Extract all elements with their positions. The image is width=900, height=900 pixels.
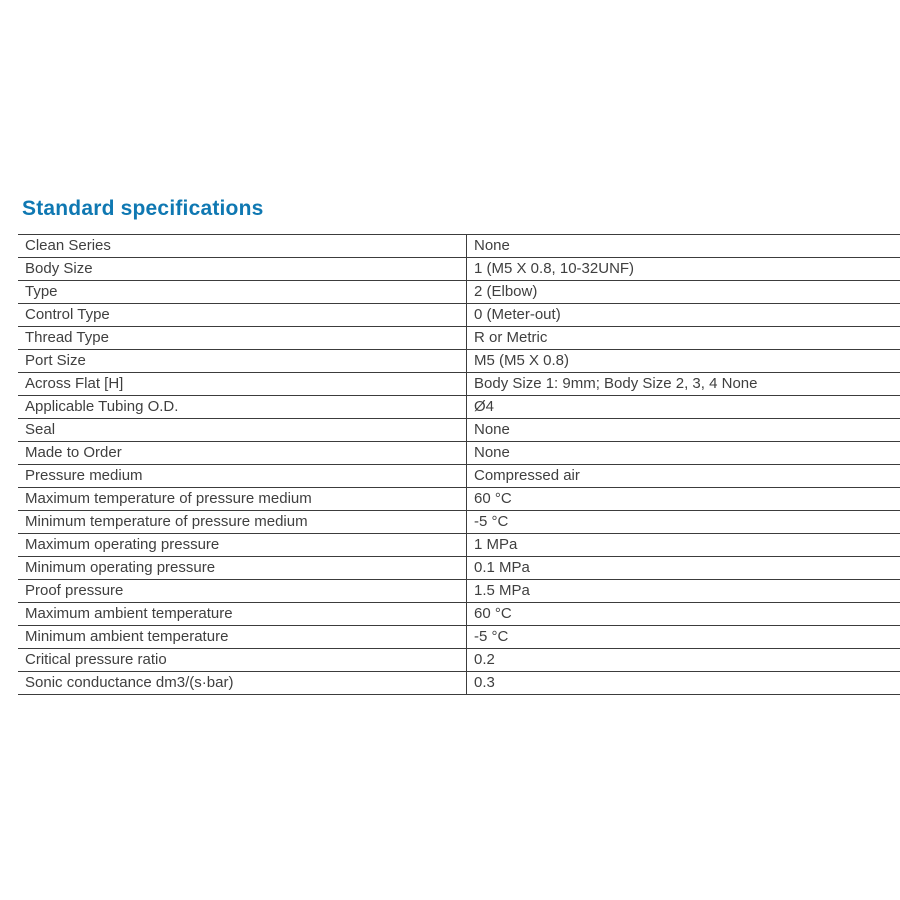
spec-value-cell: -5 °C (467, 626, 900, 649)
spec-name-cell: Maximum operating pressure (18, 534, 467, 557)
table-row (18, 488, 900, 511)
spec-name-cell: Port Size (18, 350, 467, 373)
spec-value-cell: 60 °C (467, 488, 900, 511)
spec-value-cell: 1 MPa (467, 534, 900, 557)
spec-value-cell: None (467, 442, 900, 465)
spec-name-cell: Made to Order (18, 442, 467, 465)
spec-name-cell: Maximum temperature of pressure medium (18, 488, 467, 511)
spec-name-cell: Proof pressure (18, 580, 467, 603)
table-row (18, 304, 900, 327)
spec-value-cell: 0.1 MPa (467, 557, 900, 580)
spec-name-cell: Across Flat [H] (18, 373, 467, 396)
spec-name-cell: Thread Type (18, 327, 467, 350)
spec-name-cell: Applicable Tubing O.D. (18, 396, 467, 419)
spec-value-cell: None (467, 235, 900, 258)
spec-value-cell: None (467, 419, 900, 442)
spec-value-cell: M5 (M5 X 0.8) (467, 350, 900, 373)
table-row (18, 373, 900, 396)
spec-name-cell: Critical pressure ratio (18, 649, 467, 672)
table-row (18, 396, 900, 419)
spec-name-cell: Seal (18, 419, 467, 442)
table-row (18, 626, 900, 649)
table-row (18, 258, 900, 281)
spec-value-cell: Compressed air (467, 465, 900, 488)
table-row (18, 580, 900, 603)
spec-value-cell: 2 (Elbow) (467, 281, 900, 304)
table-row (18, 350, 900, 373)
spec-name-cell: Body Size (18, 258, 467, 281)
spec-name-cell: Clean Series (18, 235, 467, 258)
table-row (18, 672, 900, 695)
spec-name-cell: Pressure medium (18, 465, 467, 488)
spec-value-cell: 0.3 (467, 672, 900, 695)
spec-value-cell: 0 (Meter-out) (467, 304, 900, 327)
spec-value-cell: 1 (M5 X 0.8, 10-32UNF) (467, 258, 900, 281)
table-row (18, 327, 900, 350)
spec-value-cell: 1.5 MPa (467, 580, 900, 603)
spec-value-cell: 0.2 (467, 649, 900, 672)
table-row (18, 534, 900, 557)
spec-name-cell: Maximum ambient temperature (18, 603, 467, 626)
table-row (18, 557, 900, 580)
table-row (18, 511, 900, 534)
page-title: Standard specifications (22, 197, 264, 220)
table-row (18, 603, 900, 626)
spec-value-cell: Ø4 (467, 396, 900, 419)
spec-name-cell: Minimum operating pressure (18, 557, 467, 580)
spec-value-cell: R or Metric (467, 327, 900, 350)
spec-name-cell: Minimum ambient temperature (18, 626, 467, 649)
spec-value-cell: -5 °C (467, 511, 900, 534)
table-row (18, 281, 900, 304)
spec-name-cell: Sonic conductance dm3/(s·bar) (18, 672, 467, 695)
specifications-table (18, 234, 900, 695)
table-row (18, 235, 900, 258)
spec-table-body (18, 235, 900, 695)
table-row (18, 649, 900, 672)
spec-name-cell: Type (18, 281, 467, 304)
spec-value-cell: 60 °C (467, 603, 900, 626)
spec-name-cell: Minimum temperature of pressure medium (18, 511, 467, 534)
spec-value-cell: Body Size 1: 9mm; Body Size 2, 3, 4 None (467, 373, 900, 396)
table-row (18, 442, 900, 465)
table-row (18, 419, 900, 442)
spec-name-cell: Control Type (18, 304, 467, 327)
table-row (18, 465, 900, 488)
